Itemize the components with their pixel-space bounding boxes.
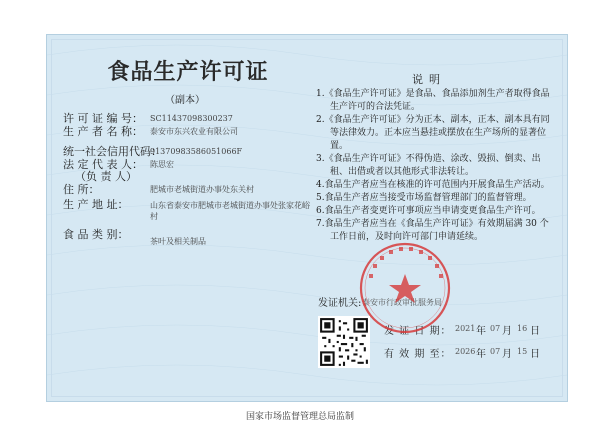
field-value-production-site: 山东省泰安市肥城市老城街道办事处张家花峪村: [150, 201, 310, 221]
certificate-subtitle: （副本）: [165, 95, 205, 106]
expiry-date-label: 有 效 期 至：: [384, 349, 452, 360]
issuer-label: 发证机关:: [318, 298, 362, 309]
issue-date-day-unit: 日: [530, 326, 540, 337]
field-label-address: 住 所：: [63, 183, 100, 196]
note-item: 1.《食品生产许可证》是食品、食品添加剂生产者取得食品生产许可的合法凭证。: [316, 89, 550, 112]
field-value-address: 肥城市老城街道办事处东关村: [150, 185, 254, 194]
field-label-responsible-person: （负 责 人）: [75, 170, 137, 183]
expiry-date-day: 15: [517, 347, 528, 356]
expiry-date-month-unit: 月: [502, 349, 512, 360]
issuer-value: 泰安市行政审批服务局: [362, 298, 442, 307]
notes-list: [316, 88, 556, 244]
note-item: 5.食品生产者应当接受市场监督管理部门的监督管理。: [316, 193, 532, 203]
field-label-legal-rep: 法 定 代 表 人：: [63, 158, 143, 171]
field-label-food-category: 食 品 类 别：: [63, 228, 129, 241]
official-seal: [355, 238, 455, 338]
issue-date-label: 发 证 日 期：: [384, 326, 452, 337]
note-item: 4.食品生产者应当在核准的许可范围内开展食品生产活动。: [316, 180, 550, 190]
note-item: 2.《食品生产许可证》分为正本、副本，正本、副本具有同等法律效力。正本应当悬挂或摆放在生产场所的显著位置。: [316, 115, 550, 151]
expiry-date-year-unit: 年: [476, 349, 486, 360]
field-value-producer-name: 泰安市东兴农业有限公司: [150, 127, 238, 136]
field-label-license-no: 许 可 证 编 号：: [63, 112, 143, 125]
field-value-food-category: 茶叶及相关制品: [150, 237, 206, 246]
notes-title: 说明: [412, 73, 446, 86]
certificate-title: 食品生产许可证: [107, 59, 269, 85]
expiry-date-day-unit: 日: [530, 349, 540, 360]
field-label-producer-name: 生 产 者 名 称：: [63, 125, 143, 138]
field-value-license-no: SC11437098300237: [150, 114, 233, 123]
footer-supervisor: 国家市场监督管理总局监制: [245, 412, 354, 422]
field-label-production-site: 生 产 地 址：: [63, 198, 129, 211]
issue-date-month-unit: 月: [502, 326, 512, 337]
issue-date-month: 07: [490, 324, 501, 333]
field-label-credit-code: 统一社会信用代码：: [63, 145, 162, 158]
issue-date-year-unit: 年: [476, 326, 486, 337]
qr-code: [318, 316, 370, 368]
issue-date-year: 2021: [455, 324, 476, 333]
expiry-date-month: 07: [490, 347, 501, 356]
note-item: 6.食品生产者变更许可事项应当申请变更食品生产许可。: [316, 206, 541, 216]
note-item: 7.食品生产者应当在《食品生产许可证》有效期届满 30 个工作日前，及时向许可部门申请延续。: [316, 219, 549, 242]
issue-date-day: 16: [517, 324, 528, 333]
expiry-date-year: 2026: [455, 347, 476, 356]
field-value-legal-rep: 陈思宏: [150, 160, 174, 169]
field-value-credit-code: 91370983586051066F: [150, 147, 243, 156]
note-item: 3.《食品生产许可证》不得伪造、涂改、毁损、倒卖、出租、出借或者以其他形式非法转让。: [316, 154, 541, 177]
